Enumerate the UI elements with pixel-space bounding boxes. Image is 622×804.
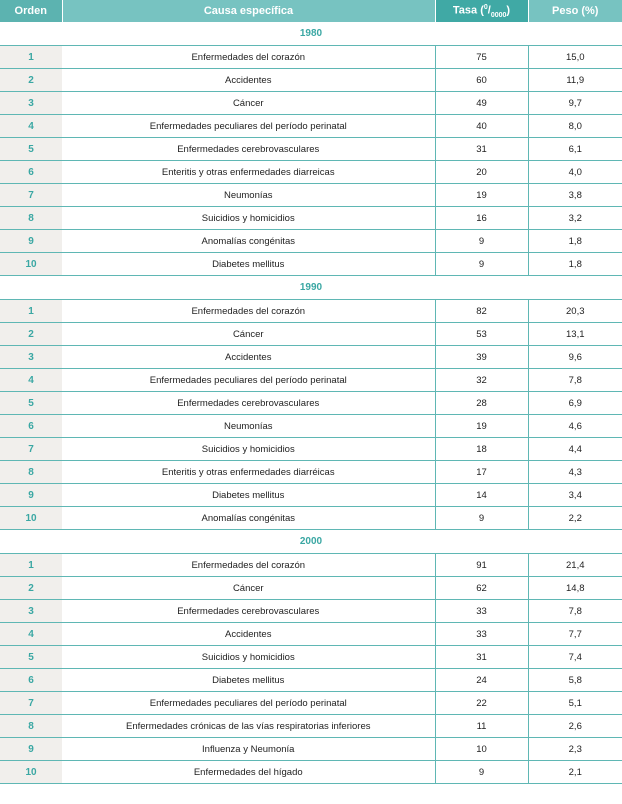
rate-cell: 17	[435, 461, 528, 484]
weight-cell: 13,1	[528, 323, 622, 346]
rate-cell: 91	[435, 554, 528, 577]
weight-cell: 4,3	[528, 461, 622, 484]
cause-cell: Enfermedades del corazón	[62, 554, 435, 577]
weight-cell: 3,8	[528, 184, 622, 207]
table-row	[0, 415, 622, 438]
cause-cell: Diabetes mellitus	[62, 253, 435, 276]
rate-cell: 18	[435, 438, 528, 461]
cause-cell: Diabetes mellitus	[62, 484, 435, 507]
rate-cell: 22	[435, 692, 528, 715]
rate-cell: 31	[435, 138, 528, 161]
order-cell: 3	[0, 600, 62, 623]
weight-cell: 1,8	[528, 253, 622, 276]
weight-cell: 7,7	[528, 623, 622, 646]
table-row	[0, 115, 622, 138]
rate-cell: 75	[435, 46, 528, 69]
rate-cell: 14	[435, 484, 528, 507]
weight-cell: 4,0	[528, 161, 622, 184]
weight-cell: 21,4	[528, 554, 622, 577]
table-row	[0, 392, 622, 415]
year-label: 2000	[0, 530, 622, 554]
rate-cell: 10	[435, 738, 528, 761]
rate-cell: 11	[435, 715, 528, 738]
weight-cell: 7,4	[528, 646, 622, 669]
rate-cell: 62	[435, 577, 528, 600]
year-label: 1990	[0, 276, 622, 300]
table-row	[0, 461, 622, 484]
order-cell: 5	[0, 138, 62, 161]
cause-cell: Enfermedades del corazón	[62, 300, 435, 323]
order-cell: 1	[0, 46, 62, 69]
cause-cell: Accidentes	[62, 346, 435, 369]
cause-cell: Enteritis y otras enfermedades diarréicas	[62, 461, 435, 484]
cause-cell: Suicidios y homicidios	[62, 646, 435, 669]
header-weight: Peso (%)	[528, 0, 622, 22]
table-row	[0, 300, 622, 323]
order-cell: 7	[0, 184, 62, 207]
header-rate-sup: 0	[483, 3, 488, 11]
weight-cell: 2,6	[528, 715, 622, 738]
table-row	[0, 138, 622, 161]
table-row	[0, 230, 622, 253]
cause-cell: Anomalías congénitas	[62, 230, 435, 253]
order-cell: 8	[0, 715, 62, 738]
rate-cell: 31	[435, 646, 528, 669]
order-cell: 6	[0, 415, 62, 438]
table-row	[0, 92, 622, 115]
rate-cell: 49	[435, 92, 528, 115]
rate-cell: 16	[435, 207, 528, 230]
weight-cell: 9,7	[528, 92, 622, 115]
weight-cell: 4,6	[528, 415, 622, 438]
table-row	[0, 761, 622, 784]
table-row	[0, 207, 622, 230]
table-row	[0, 507, 622, 530]
rate-cell: 53	[435, 323, 528, 346]
order-cell: 10	[0, 761, 62, 784]
rate-cell: 33	[435, 600, 528, 623]
table-row	[0, 554, 622, 577]
table-row	[0, 323, 622, 346]
order-cell: 10	[0, 507, 62, 530]
order-cell: 3	[0, 92, 62, 115]
cause-cell: Neumonías	[62, 184, 435, 207]
table-row	[0, 738, 622, 761]
table-header	[0, 0, 622, 22]
table-row	[0, 369, 622, 392]
cause-cell: Suicidios y homicidios	[62, 438, 435, 461]
table-row	[0, 346, 622, 369]
cause-cell: Influenza y Neumonía	[62, 738, 435, 761]
weight-cell: 11,9	[528, 69, 622, 92]
rate-cell: 82	[435, 300, 528, 323]
header-rate-suffix: )	[506, 4, 511, 17]
rate-cell: 32	[435, 369, 528, 392]
table-row	[0, 69, 622, 92]
year-label: 1980	[0, 22, 622, 46]
cause-cell: Cáncer	[62, 92, 435, 115]
cause-cell: Enfermedades del hígado	[62, 761, 435, 784]
order-cell: 4	[0, 623, 62, 646]
table-row	[0, 253, 622, 276]
order-cell: 9	[0, 484, 62, 507]
weight-cell: 2,1	[528, 761, 622, 784]
weight-cell: 2,2	[528, 507, 622, 530]
table-row	[0, 623, 622, 646]
weight-cell: 8,0	[528, 115, 622, 138]
weight-cell: 20,3	[528, 300, 622, 323]
order-cell: 5	[0, 646, 62, 669]
order-cell: 1	[0, 554, 62, 577]
order-cell: 7	[0, 438, 62, 461]
rate-cell: 19	[435, 415, 528, 438]
order-cell: 3	[0, 346, 62, 369]
table-body	[0, 22, 622, 784]
table-row	[0, 161, 622, 184]
rate-cell: 24	[435, 669, 528, 692]
order-cell: 9	[0, 738, 62, 761]
rate-cell: 9	[435, 507, 528, 530]
order-cell: 2	[0, 323, 62, 346]
cause-cell: Enfermedades crónicas de las vías respiratorias inferiores	[62, 715, 435, 738]
cause-cell: Enfermedades cerebrovasculares	[62, 600, 435, 623]
rate-cell: 28	[435, 392, 528, 415]
order-cell: 2	[0, 577, 62, 600]
table-row	[0, 692, 622, 715]
weight-cell: 9,6	[528, 346, 622, 369]
weight-cell: 3,4	[528, 484, 622, 507]
table-row	[0, 46, 622, 69]
cause-cell: Enfermedades peculiares del período perinatal	[62, 692, 435, 715]
cause-cell: Enteritis y otras enfermedades diarreicas	[62, 161, 435, 184]
cause-cell: Enfermedades cerebrovasculares	[62, 392, 435, 415]
weight-cell: 4,4	[528, 438, 622, 461]
rate-cell: 33	[435, 623, 528, 646]
header-order: Orden	[0, 0, 62, 22]
rate-cell: 39	[435, 346, 528, 369]
order-cell: 5	[0, 392, 62, 415]
cause-cell: Cáncer	[62, 323, 435, 346]
weight-cell: 6,9	[528, 392, 622, 415]
weight-cell: 1,8	[528, 230, 622, 253]
cause-cell: Accidentes	[62, 623, 435, 646]
weight-cell: 7,8	[528, 600, 622, 623]
weight-cell: 14,8	[528, 577, 622, 600]
header-row	[0, 0, 622, 22]
order-cell: 8	[0, 461, 62, 484]
cause-cell: Anomalías congénitas	[62, 507, 435, 530]
rate-cell: 9	[435, 253, 528, 276]
table-row	[0, 715, 622, 738]
table-row	[0, 484, 622, 507]
cause-cell: Diabetes mellitus	[62, 669, 435, 692]
weight-cell: 3,2	[528, 207, 622, 230]
table-row	[0, 577, 622, 600]
cause-cell: Enfermedades del corazón	[62, 46, 435, 69]
order-cell: 2	[0, 69, 62, 92]
cause-cell: Cáncer	[62, 577, 435, 600]
weight-cell: 15,0	[528, 46, 622, 69]
header-cause: Causa específica	[62, 0, 435, 22]
rate-cell: 9	[435, 230, 528, 253]
order-cell: 9	[0, 230, 62, 253]
table-row	[0, 646, 622, 669]
header-rate-sub: 0000	[490, 11, 507, 19]
table-row	[0, 600, 622, 623]
year-row	[0, 276, 622, 300]
rate-cell: 60	[435, 69, 528, 92]
rate-cell: 40	[435, 115, 528, 138]
cause-cell: Neumonías	[62, 415, 435, 438]
header-rate-slash: /	[487, 4, 491, 17]
cause-cell: Accidentes	[62, 69, 435, 92]
weight-cell: 2,3	[528, 738, 622, 761]
header-rate	[435, 0, 528, 22]
order-cell: 6	[0, 161, 62, 184]
cause-cell: Enfermedades peculiares del período perinatal	[62, 369, 435, 392]
table-row	[0, 669, 622, 692]
order-cell: 6	[0, 669, 62, 692]
cause-cell: Enfermedades peculiares del período perinatal	[62, 115, 435, 138]
order-cell: 1	[0, 300, 62, 323]
weight-cell: 6,1	[528, 138, 622, 161]
order-cell: 8	[0, 207, 62, 230]
order-cell: 10	[0, 253, 62, 276]
weight-cell: 7,8	[528, 369, 622, 392]
weight-cell: 5,1	[528, 692, 622, 715]
order-cell: 4	[0, 369, 62, 392]
year-row	[0, 530, 622, 554]
header-rate-prefix: Tasa (	[452, 4, 484, 17]
rate-cell: 19	[435, 184, 528, 207]
order-cell: 7	[0, 692, 62, 715]
table-row	[0, 184, 622, 207]
rate-cell: 9	[435, 761, 528, 784]
year-row	[0, 22, 622, 46]
table-row	[0, 438, 622, 461]
cause-cell: Suicidios y homicidios	[62, 207, 435, 230]
order-cell: 4	[0, 115, 62, 138]
cause-cell: Enfermedades cerebrovasculares	[62, 138, 435, 161]
rate-cell: 20	[435, 161, 528, 184]
weight-cell: 5,8	[528, 669, 622, 692]
